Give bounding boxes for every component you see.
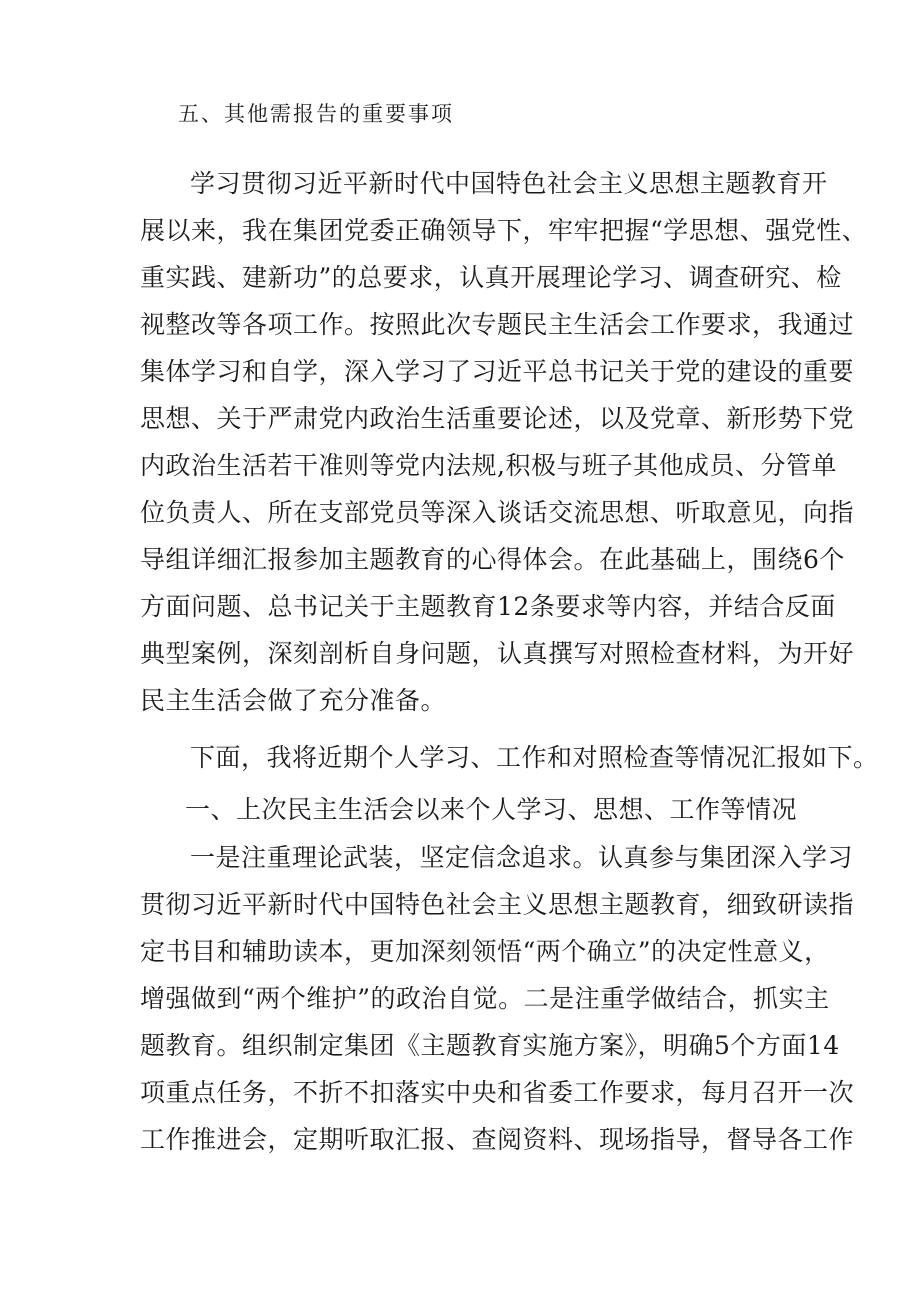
paragraph-line: 视整改等各项工作。按照此次专题民主生活会工作要求，我通过 bbox=[140, 310, 855, 339]
paragraph-line: 内政治生活若干准则等党内法规,积极与班子其他成员、分管单 bbox=[140, 451, 837, 480]
paragraph-line: 下面，我将近期个人学习、工作和对照检查等情况汇报如下。 bbox=[190, 743, 879, 772]
paragraph-line: 工作推进会，定期听取汇报、查阅资料、现场指导，督导各工作 bbox=[140, 1125, 855, 1154]
paragraph-line: 一是注重理论武装，坚定信念追求。认真参与集团深入学习 bbox=[190, 843, 854, 872]
paragraph-line: 导组详细汇报参加主题教育的心得体会。在此基础上，围绕6个 bbox=[140, 545, 845, 574]
paragraph-line: 重实践、建新功”的总要求，认真开展理论学习、调查研究、检 bbox=[140, 263, 842, 292]
paragraph-line: 典型案例，深刻剖析自身问题，认真撰写对照检查材料，为开好 bbox=[140, 639, 855, 668]
paragraph-line: 展以来，我在集团党委正确领导下，牢牢把握“学思想、强党性、 bbox=[140, 216, 868, 245]
paragraph-line: 方面问题、总书记关于主题教育12条要求等内容，并结合反面 bbox=[140, 592, 836, 621]
paragraph-line: 增强做到“两个维护”的政治自觉。二是注重学做结合，抓实主 bbox=[140, 984, 830, 1013]
section-heading: 五、其他需报告的重要事项 bbox=[178, 102, 454, 126]
paragraph-line: 民主生活会做了充分准备。 bbox=[140, 686, 447, 715]
paragraph-line: 项重点任务，不折不扣落实中央和省委工作要求，每月召开一次 bbox=[140, 1078, 855, 1107]
paragraph-line: 定书目和辅助读本，更加深刻领悟“两个确立”的决定性意义， bbox=[140, 937, 830, 966]
paragraph-line: 题教育。组织制定集团《主题教育实施方案》，明确5个方面14 bbox=[140, 1031, 840, 1060]
paragraph-line: 思想、关于严肃党内政治生活重要论述，以及党章、新形势下党 bbox=[140, 404, 855, 433]
paragraph-line: 集体学习和自学，深入学习了习近平总书记关于党的建设的重要 bbox=[140, 357, 855, 386]
paragraph-line: 位负责人、所在支部党员等深入谈话交流思想、听取意见，向指 bbox=[140, 498, 855, 527]
paragraph-line: 贯彻习近平新时代中国特色社会主义思想主题教育，细致研读指 bbox=[140, 890, 855, 919]
heading-one: 一、上次民主生活会以来个人学习、思想、工作等情况 bbox=[185, 795, 798, 824]
paragraph-line: 学习贯彻习近平新时代中国特色社会主义思想主题教育开 bbox=[190, 169, 828, 198]
